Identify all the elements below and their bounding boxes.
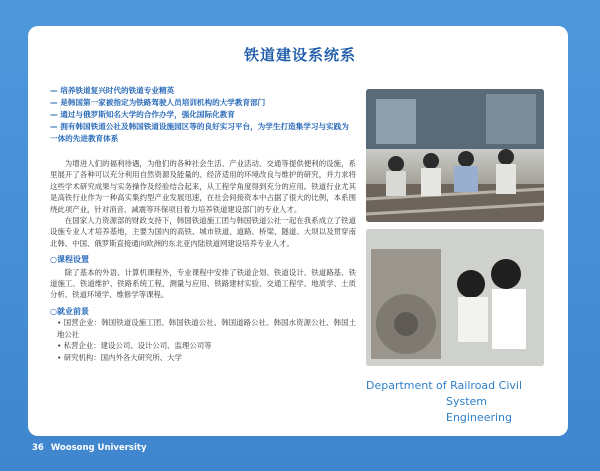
wheel-inspection-photo [366, 229, 544, 366]
employment-heading: ○就业前景 [50, 306, 89, 316]
highlight-item: — 拥有韩国铁道公社及韩国铁道设施园区等的良好实习平台，为学生打造集学习与实践为一体的先进教育体系 [50, 122, 349, 143]
employment-item: • 私营企业：建设公司、设计公司、监理公司等 [57, 341, 212, 351]
body-text [50, 158, 356, 363]
department-name-line2: System Engineering [446, 395, 512, 424]
highlight-item: — 培养铁道复兴时代的铁道专业精英 [50, 86, 175, 95]
intro-paragraph: 在国家人力资源部的财政支持下，韩国铁道施工团与韩国铁道公社一起在我系成立了铁道设施专业人才培养基地，主要为国内的高铁、城市铁道、道路、桥梁、隧道、大坝以及贯穿南北韩、中国、俄罗斯直接通向欧洲的东北亚内陆铁道网建设培养专业人才。 [50, 216, 356, 248]
university-name: Woosong University [50, 443, 147, 453]
employment-item: • 国营企业：韩国铁道设施工团、韩国铁道公社、韩国道路公社、韩国水资源公社、韩国土地公社 [57, 318, 356, 339]
employment-item: • 研究机构：国内外各大研究所、大学 [57, 352, 182, 362]
intro-paragraph: 为增进人们的福利待遇，为他们的各种社会生活、产业活动、交通等提供便利的设施，系里展开了各种可以充分利用自然资源及能量的、经济适用的环境改良与维护的研究，并力求将这些学术研究成果与实务操作及经验结合起来，从工程学角度得到充分的应用。铁道行业尤其是高铁行业作为一种高实集约型产业发展迅速，在社会间接资本中占据了很大的比例，本系围绕此项产业，针对消音、减震等环保项目着力培养铁道建设部门的专业人才。 [50, 159, 356, 214]
department-name [366, 378, 544, 426]
curriculum-text: 除了基本的外语、计算机课程外，专业课程中安排了铁道企划、铁道设计、铁道路基、铁道施工、铁道维护、铁路系统工程、测量与应用、铁路建材实验、交通工程学、地质学、土质分析、铁道环境学、维修学等课程。 [50, 267, 356, 300]
curriculum-heading: ○课程设置 [50, 255, 89, 265]
highlight-item: — 是韩国第一家被指定为铁路驾驶人员培训机构的大学教育部门 [50, 98, 266, 107]
highlight-item: — 通过与俄罗斯知名大学的合作办学，强化国际化教育 [50, 110, 235, 119]
department-name-line1: Department of Railroad Civil [366, 379, 523, 392]
page-number: 36 [32, 443, 44, 453]
students-on-tracks-photo [366, 89, 544, 222]
students-on-tracks-illustration [366, 89, 544, 222]
page-footer [32, 443, 147, 453]
page-title: 铁道建设系统系 [243, 46, 356, 64]
wheel-inspection-illustration [366, 229, 544, 366]
highlights-list [50, 85, 355, 145]
